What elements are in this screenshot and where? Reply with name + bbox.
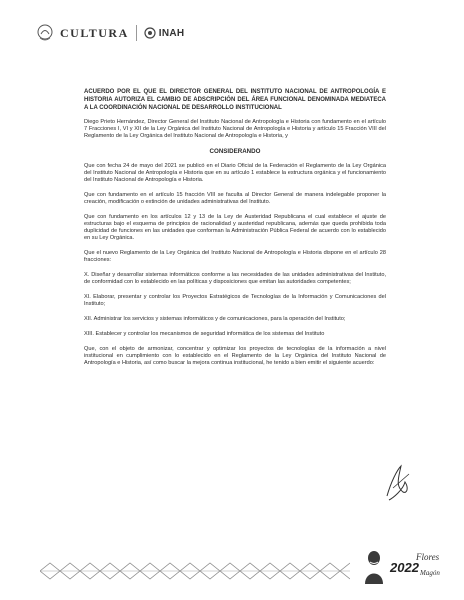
commemorative-name-line1: Flores [416, 552, 440, 562]
paragraph: Que con fundamento en los artículos 12 y 13 de la Ley de Austeridad Republicana el cual establece el ajuste de estructuras bajo el esquema de principios de racionalidad y austeridad republicana, además que queda prohibida toda duplicidad de funciones en las unidades que conforman la Administración Pública Federal de acuerdo con lo establecido en su Ley Orgánica. [84, 214, 386, 241]
institute-logo-text: INAH [158, 27, 185, 39]
fraction-item: XI. Elaborar, presentar y controlar los Proyectos Estratégicos de Tecnologías de la Información y Comunicaciones del Instituto; [84, 294, 386, 307]
paragraph: Que el nuevo Reglamento de la Ley Orgánica del Instituto Nacional de Antropología e Historia dispone en el artículo 28 fracciones: [84, 250, 386, 263]
paragraph: Que con fundamento en el artículo 15 fracción VIII se faculta al Director General de manera indelegable proponer la creación, modificación o extinción de unidades administrativas del Instituto. [84, 192, 386, 205]
national-emblem-icon [36, 23, 54, 43]
letterhead [36, 20, 184, 46]
section-heading: CONSIDERANDO [209, 148, 261, 155]
intro-paragraph: Diego Prieto Hernández, Director General del Instituto Nacional de Antropología e Historia con fundamento en el artículo 7 Fracciones I, VI y XII de la Ley Orgánica del Instituto Nacional de Antropología e Historia y artículo 15 Fracción VIII del Reglamento de la Ley Orgánica del Instituto Nacional de Antropología e Historia, y [84, 119, 386, 139]
fraction-item: XII. Administrar los servicios y sistemas informáticos y de comunicaciones, para la operación del Instituto; [84, 316, 346, 322]
fraction-item: X. Diseñar y desarrollar sistemas informáticos conforme a las necesidades de las unidades administrativas del Instituto, de conformidad con lo establecido en las políticas y disposiciones que emitan las autoridades competentes; [84, 272, 386, 285]
signature-mark [383, 462, 413, 502]
commemorative-year-logo [390, 548, 450, 584]
header-divider [136, 25, 137, 41]
commemorative-year: 2022 [390, 560, 419, 575]
portrait-illustration [363, 548, 385, 584]
ministry-logo-text: CULTURA [60, 25, 129, 40]
commemorative-name-line2: Magón [420, 569, 440, 577]
paragraph: Que, con el objeto de armonizar, concentrar y optimizar los proyectos de tecnologías de la información a nivel institucional en cumplimiento con lo establecido en el Reglamento de la Ley Orgánica del Instituto Nacional de Antropología e Historia, así como buscar la mejora continua institucional, he tenido a bien emitir el siguiente acuerdo: [84, 346, 386, 366]
inah-logo-icon [144, 27, 156, 39]
paragraph: Que con fecha 24 de mayo del 2021 se publicó en el Diario Oficial de la Federación el Reglamento de la Ley Orgánica del Instituto Nacional de Antropología e Historia que en su artículo 1 establece la estructura orgánica y el funcionamiento del Instituto Nacional de Antropología e Historia. [84, 163, 386, 183]
fraction-item: XIII. Establecer y controlar los mecanismos de seguridad informática de los sistemas del Instituto [84, 331, 325, 337]
document-title: ACUERDO POR EL QUE EL DIRECTOR GENERAL DEL INSTITUTO NACIONAL DE ANTROPOLOGÍA E HISTORIA AUTORIZA EL CAMBIO DE ADSCRIPCIÓN DEL ÁREA FUNCIONAL DENOMINADA MEDIATECA A LA COORDINACIÓN NACIONAL DE DESARROLLO INSTITUCIONAL [84, 89, 386, 111]
decorative-border [40, 560, 350, 582]
document-body [84, 88, 386, 375]
